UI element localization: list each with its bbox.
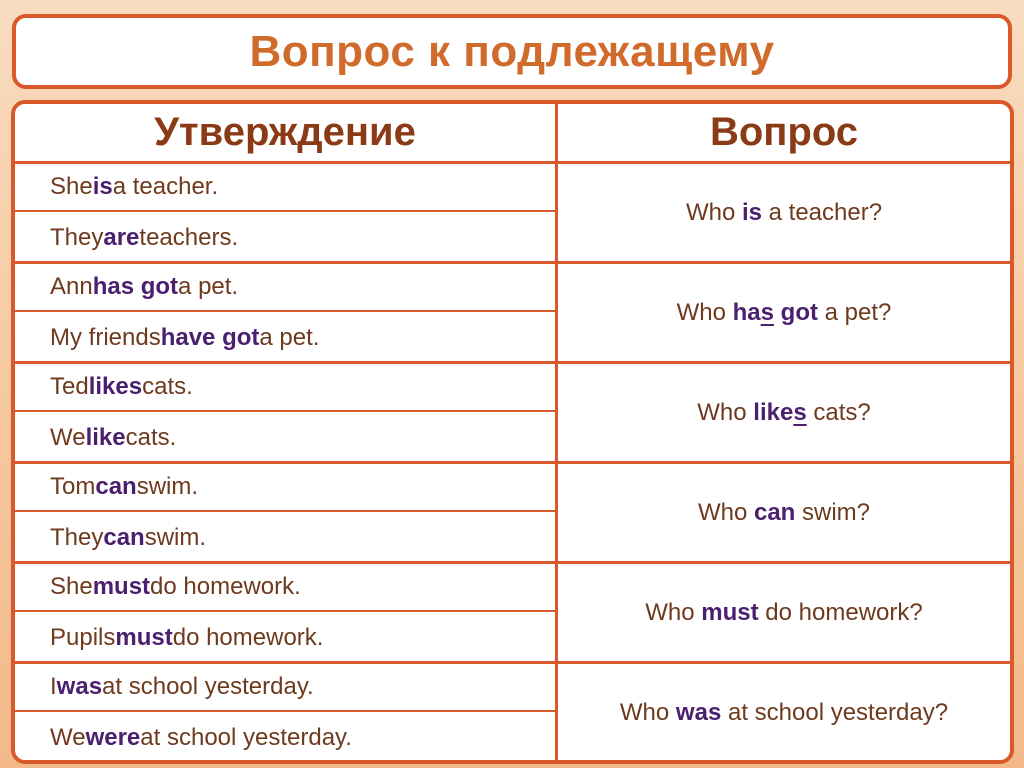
statement-rest: a teacher.	[112, 173, 219, 200]
question-cell	[558, 164, 1010, 261]
question-word: Who	[697, 498, 754, 526]
statement-rest: at school yesterday.	[102, 673, 314, 700]
statement-rest: do homework.	[150, 573, 301, 600]
statement-subject: We	[50, 724, 86, 751]
statement-subject: Ann	[50, 273, 93, 300]
question-verb: can	[753, 498, 796, 526]
statement-cell	[15, 464, 555, 512]
question-word: Who	[697, 398, 754, 426]
page-title: Вопрос к подлежащему	[249, 26, 775, 76]
question-word: Who	[645, 598, 702, 626]
statement-subject: She	[50, 573, 93, 600]
statement-rest: do homework.	[172, 624, 324, 651]
statement-rest: a pet.	[178, 273, 239, 300]
question-verb-ending: s	[760, 298, 774, 326]
table-row	[15, 261, 1010, 364]
statement-rest: teachers.	[139, 224, 239, 251]
statement-verb: was	[56, 673, 103, 700]
statement-cell	[15, 614, 555, 662]
statement-verb: has got	[92, 273, 179, 300]
question-verb: like	[753, 398, 794, 426]
statement-verb: are	[103, 224, 140, 251]
statement-cell	[15, 164, 555, 212]
statement-subject: Ted	[50, 373, 89, 400]
header-question: Вопрос	[709, 110, 859, 154]
table-row	[15, 561, 1010, 664]
statement-subject: Pupils	[50, 624, 116, 651]
statement-cell	[15, 264, 555, 312]
statement-verb: likes	[88, 373, 143, 400]
question-text	[645, 599, 922, 627]
question-word: Who	[676, 298, 733, 326]
statement-cell	[15, 364, 555, 412]
question-text	[686, 199, 882, 227]
statement-rest: swim.	[136, 473, 199, 500]
statement-rest: cats.	[125, 424, 177, 451]
statement-verb: must	[92, 573, 151, 600]
question-verb: is	[741, 198, 762, 226]
statement-rest: swim.	[144, 524, 207, 551]
statement-verb: must	[115, 624, 173, 651]
statement-verb: can	[103, 524, 145, 551]
statement-cell	[15, 214, 555, 262]
question-cell	[558, 564, 1010, 661]
question-text	[677, 299, 892, 327]
question-rest: cats?	[806, 398, 871, 426]
statement-rest: at school yesterday.	[140, 724, 352, 751]
grammar-table	[11, 100, 1014, 764]
statement-rest: cats.	[142, 373, 193, 400]
statement-cell	[15, 514, 555, 562]
question-word: Who	[619, 698, 676, 726]
statement-subject: She	[50, 173, 93, 200]
question-text	[697, 399, 870, 427]
statement-subject: They	[50, 524, 104, 551]
statement-cell	[15, 314, 555, 362]
statement-cell	[15, 564, 555, 612]
statement-verb: were	[85, 724, 141, 751]
question-text	[698, 499, 870, 527]
statement-cell	[15, 664, 555, 712]
question-cell	[558, 464, 1010, 561]
question-cell	[558, 264, 1010, 361]
statement-subject: I	[50, 673, 57, 700]
question-cell	[558, 364, 1010, 461]
question-cell	[558, 664, 1010, 761]
statement-subject: My friends	[50, 324, 161, 351]
question-rest: a pet?	[817, 298, 892, 326]
table-row	[15, 164, 1010, 264]
question-word: Who	[685, 198, 742, 226]
statement-subject: They	[50, 224, 104, 251]
question-rest: at school yesterday?	[721, 698, 949, 726]
question-rest: do homework?	[758, 598, 923, 626]
question-verb: must	[701, 598, 759, 626]
statement-verb: have got	[160, 324, 260, 351]
question-text	[620, 699, 948, 727]
question-verb-rest: got	[774, 298, 818, 326]
table-row	[15, 461, 1010, 564]
statement-subject: Tom	[50, 473, 96, 500]
question-verb: ha	[732, 298, 761, 326]
statement-cell	[15, 714, 555, 762]
table-row	[15, 661, 1010, 764]
table-header	[15, 104, 1010, 164]
question-rest: a teacher?	[761, 198, 883, 226]
statement-verb: is	[92, 173, 113, 200]
table-row	[15, 361, 1010, 464]
statement-verb: like	[85, 424, 126, 451]
question-rest: swim?	[795, 498, 871, 526]
title-panel	[12, 14, 1012, 89]
statement-cell	[15, 414, 555, 462]
statement-verb: can	[95, 473, 137, 500]
statement-subject: We	[50, 424, 86, 451]
statement-rest: a pet.	[259, 324, 320, 351]
question-verb-ending: s	[793, 398, 807, 426]
question-verb: was	[675, 698, 722, 726]
header-statement: Утверждение	[154, 110, 416, 154]
